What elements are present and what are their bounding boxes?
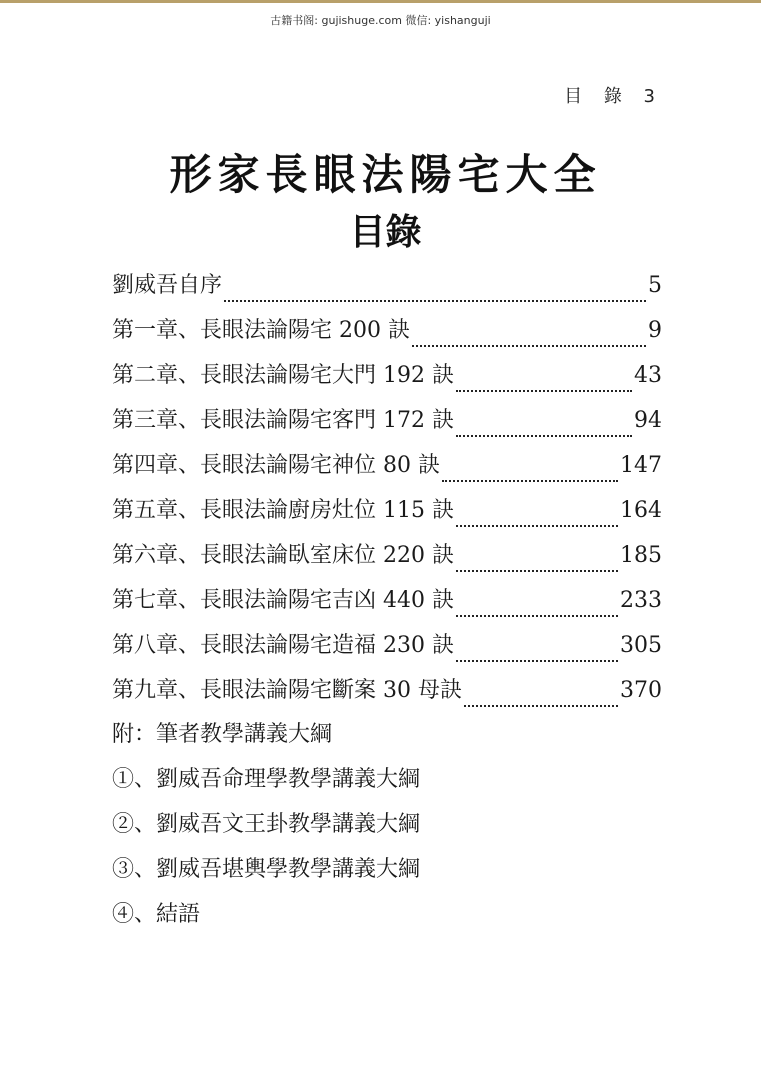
toc-entry-page: 233 bbox=[620, 588, 662, 613]
watermark: 古籍书阁: gujishuge.com 微信: yishanguji bbox=[270, 14, 491, 27]
toc-entry-page: 43 bbox=[634, 363, 662, 388]
toc-leader-dots bbox=[456, 421, 632, 437]
toc-entry[interactable] bbox=[112, 673, 662, 718]
toc-leader-dots bbox=[224, 286, 646, 302]
appendix-item: ①、劉威吾命理學教學講義大綱 bbox=[112, 767, 421, 792]
toc-leader-dots bbox=[456, 556, 618, 572]
appendix-heading: 附：筆者教學講義大綱 bbox=[112, 722, 333, 747]
toc-entry[interactable] bbox=[112, 448, 662, 493]
toc-entry-label: 第七章、長眼法論陽宅吉凶 440 訣 bbox=[112, 588, 454, 613]
appendix bbox=[112, 717, 662, 942]
toc-entry-label: 第一章、長眼法論陽宅 200 訣 bbox=[112, 318, 410, 343]
toc-entry-page: 94 bbox=[634, 408, 662, 433]
toc-entry-page: 164 bbox=[620, 498, 662, 523]
appendix-item: ②、劉威吾文王卦教學講義大綱 bbox=[112, 812, 421, 837]
toc-leader-dots bbox=[464, 691, 618, 707]
toc-entry[interactable] bbox=[112, 268, 662, 313]
toc-entry-label: 第九章、長眼法論陽宅斷案 30 母訣 bbox=[112, 678, 462, 703]
table-of-contents bbox=[112, 268, 662, 718]
toc-entry-label: 第四章、長眼法論陽宅神位 80 訣 bbox=[112, 453, 440, 478]
toc-leader-dots bbox=[456, 646, 618, 662]
appendix-item: ③、劉威吾堪輿學教學講義大綱 bbox=[112, 857, 421, 882]
toc-entry-label: 第五章、長眼法論廚房灶位 115 訣 bbox=[112, 498, 454, 523]
toc-entry-label: 第三章、長眼法論陽宅客門 172 訣 bbox=[112, 408, 454, 433]
toc-entry[interactable] bbox=[112, 358, 662, 403]
toc-entry-label: 第六章、長眼法論臥室床位 220 訣 bbox=[112, 543, 454, 568]
toc-entry-label: 第二章、長眼法論陽宅大門 192 訣 bbox=[112, 363, 454, 388]
toc-heading: 目錄 bbox=[349, 211, 422, 253]
toc-leader-dots bbox=[442, 466, 618, 482]
toc-entry[interactable] bbox=[112, 538, 662, 583]
toc-entry[interactable] bbox=[112, 313, 662, 358]
toc-entry[interactable] bbox=[112, 403, 662, 448]
page-header: 目 錄 3 bbox=[564, 86, 663, 107]
toc-entry[interactable] bbox=[112, 628, 662, 673]
toc-leader-dots bbox=[456, 601, 618, 617]
toc-entry-label: 劉威吾自序 bbox=[112, 273, 223, 298]
book-title: 形家長眼法陽宅大全 bbox=[169, 150, 602, 199]
toc-entry-page: 147 bbox=[620, 453, 662, 478]
toc-entry-page: 185 bbox=[620, 543, 662, 568]
appendix-item: ④、結語 bbox=[112, 902, 201, 927]
toc-entry-page: 5 bbox=[648, 273, 662, 298]
toc-entry-page: 9 bbox=[648, 318, 662, 343]
toc-entry-label: 第八章、長眼法論陽宅造福 230 訣 bbox=[112, 633, 454, 658]
toc-entry[interactable] bbox=[112, 493, 662, 538]
toc-entry[interactable] bbox=[112, 583, 662, 628]
toc-entry-page: 370 bbox=[620, 678, 662, 703]
toc-leader-dots bbox=[456, 511, 618, 527]
toc-leader-dots bbox=[456, 376, 632, 392]
top-border bbox=[0, 0, 761, 3]
toc-leader-dots bbox=[412, 331, 646, 347]
toc-entry-page: 305 bbox=[620, 633, 662, 658]
